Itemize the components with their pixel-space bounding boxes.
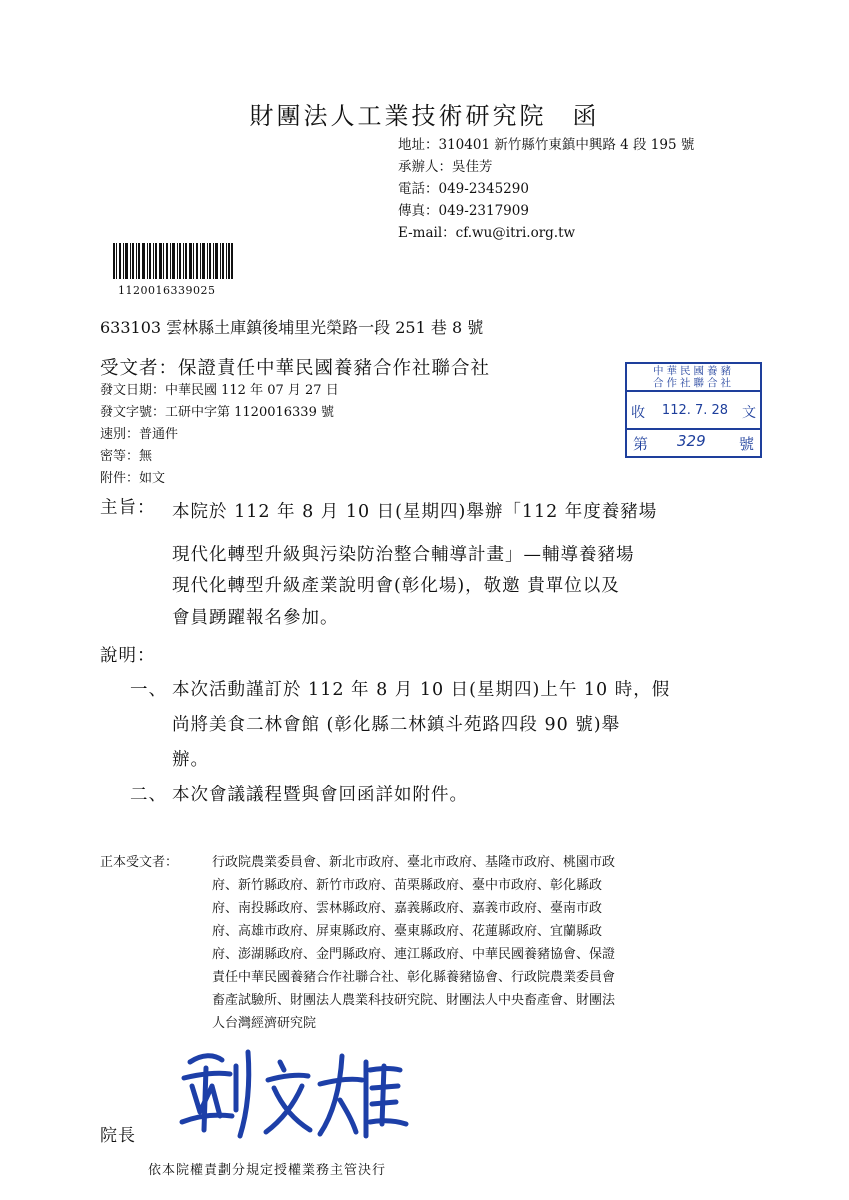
cc-line: 行政院農業委員會、新北市政府、臺北市政府、基隆市政府、桃園市政	[212, 855, 616, 870]
cc-label: 正本受文者：	[100, 855, 179, 870]
stamp-date: 112. 7. 28	[661, 403, 729, 418]
sender-contact-person: 承辦人：吳佳芳	[398, 159, 493, 175]
subject-label: 主旨：	[100, 498, 156, 518]
chief-title: 院長	[100, 1126, 136, 1146]
cc-line: 府、新竹縣政府、新竹市政府、苗栗縣政府、臺中市政府、彰化縣政	[212, 878, 603, 893]
sender-fax: 傳真：049-2317909	[398, 203, 529, 219]
barcode-number: 1120016339025	[118, 284, 216, 297]
item-number: 二、	[130, 785, 167, 805]
sender-address: 地址：310401 新竹縣竹東鎮中興路 4 段 195 號	[398, 137, 695, 153]
cc-line: 責任中華民國養豬合作社聯合社、彰化縣養豬協會、行政院農業委員會	[212, 970, 616, 985]
recipient: 受文者：保證責任中華民國養豬合作社聯合社	[100, 358, 491, 379]
item-line: 尚將美食二林會館 (彰化縣二林鎮斗苑路四段 90 號)舉	[172, 715, 621, 735]
subject-line: 會員踴躍報名參加。	[172, 608, 339, 628]
confidentiality: 密等：無	[100, 449, 153, 464]
cc-line: 府、南投縣政府、雲林縣政府、嘉義縣政府、嘉義市政府、臺南市政	[212, 901, 603, 916]
cc-line: 畜產試驗所、財團法人農業科技研究院、財團法人中央畜產會、財團法	[212, 993, 616, 1008]
item-number: 一、	[130, 680, 167, 700]
document-title	[0, 96, 849, 131]
mail-address: 633103 雲林縣土庫鎮後埔里光榮路一段 251 巷 8 號	[100, 318, 484, 337]
stamp-date-row: 收 112. 7. 28 文	[627, 394, 760, 430]
received-stamp	[625, 362, 762, 458]
issue-date: 發文日期：中華民國 112 年 07 月 27 日	[100, 383, 339, 398]
org-name: 財團法人工業技術研究院	[249, 102, 547, 130]
delegation-note: 依本院權責劃分規定授權業務主管決行	[148, 1163, 387, 1178]
subject-line: 本院於 112 年 8 月 10 日(星期四)舉辦「112 年度養豬場	[172, 502, 658, 522]
doc-type: 函	[572, 102, 600, 130]
barcode	[113, 243, 233, 279]
item-line: 本次活動謹訂於 112 年 8 月 10 日(星期四)上午 10 時，假	[172, 680, 671, 700]
cc-line: 府、高雄市政府、屏東縣政府、臺東縣政府、花蓮縣政府、宜蘭縣政	[212, 924, 603, 939]
item-line: 本次會議議程暨與會回函詳如附件。	[172, 785, 468, 805]
sender-email: E-mail：cf.wu@itri.org.tw	[398, 225, 576, 241]
stamp-org: 中華民國養豬 合作社聯合社	[627, 364, 760, 392]
item-line: 辦。	[172, 750, 209, 770]
stamp-number-row: 第 329 號	[633, 432, 754, 453]
sender-phone: 電話：049-2345290	[398, 181, 529, 197]
cc-line: 府、澎湖縣政府、金門縣政府、連江縣政府、中華民國養豬協會、保證	[212, 947, 616, 962]
issue-number: 發文字號：工研中字第 1120016339 號	[100, 405, 334, 420]
stamp-number: 329	[677, 432, 706, 450]
handwritten-signature	[170, 1040, 410, 1140]
subject-line: 現代化轉型升級產業說明會(彰化場)，敬邀 貴單位以及	[172, 576, 620, 596]
priority: 速別：普通件	[100, 427, 179, 442]
attachments: 附件：如文	[100, 471, 166, 486]
cc-line: 人台灣經濟研究院	[212, 1016, 317, 1031]
subject-line: 現代化轉型升級與污染防治整合輔導計畫」—輔導養豬場	[172, 545, 635, 565]
description-label: 說明：	[100, 646, 156, 666]
